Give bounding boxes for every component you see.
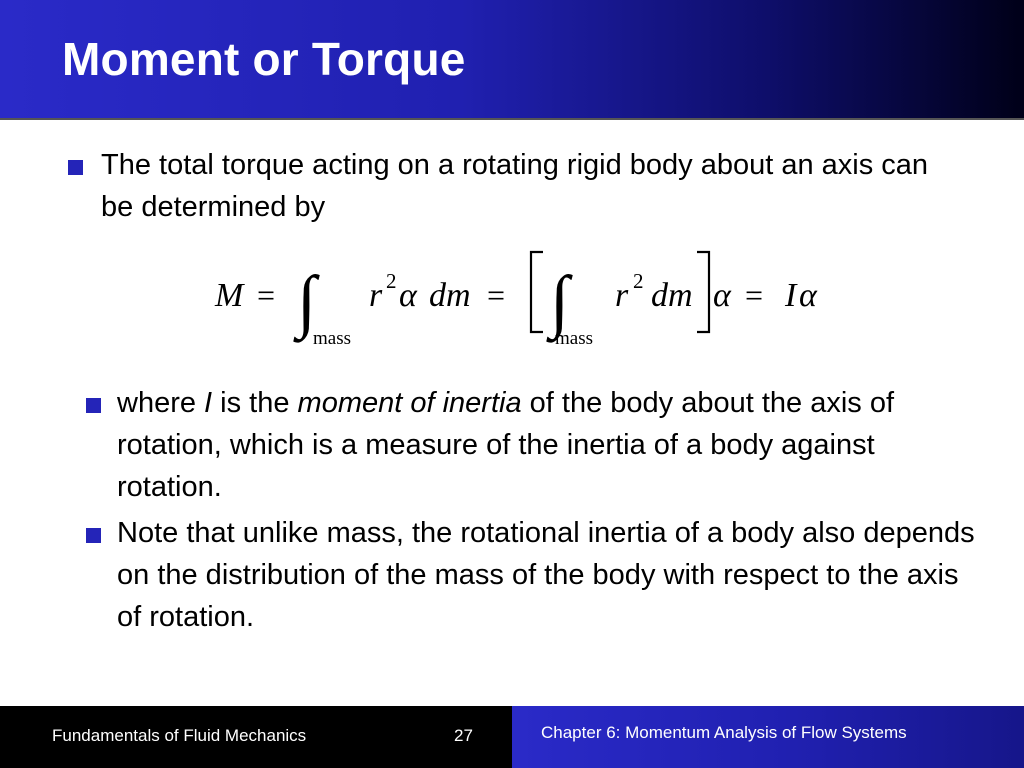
term-moment-of-inertia: moment of inertia	[297, 387, 522, 419]
eq-alpha-1: α	[399, 277, 417, 314]
slide-title: Moment or Torque	[62, 33, 466, 85]
torque-equation	[205, 240, 845, 356]
eq-r-1: r	[369, 277, 383, 314]
symbol-I: I	[204, 387, 213, 419]
footer-page-number: 27	[454, 726, 473, 745]
eq-r-2: r	[615, 277, 629, 314]
bullet-text	[117, 382, 986, 508]
eq-subscript-1: mass	[313, 328, 351, 349]
eq-alpha-3: α	[799, 277, 817, 314]
bullet-prefix: where	[117, 387, 205, 419]
eq-dm-2: dm	[651, 277, 693, 314]
eq-equals-3: =	[745, 277, 764, 313]
bullet-torque-intro	[68, 144, 968, 228]
bullet-suffix: of the body about the axis of rotation, which is a measure of the inertia of a body against rotation.	[117, 387, 895, 503]
footer-course-title: Fundamentals of Fluid Mechanics	[52, 726, 307, 745]
eq-bracket-left	[531, 252, 543, 332]
eq-integral-2: ∫	[550, 263, 570, 340]
bullet-middle: is the	[212, 387, 298, 419]
bullet-marker-icon	[86, 398, 101, 413]
bullet-rotational-inertia-note	[86, 512, 986, 638]
title-bar	[0, 0, 1024, 120]
bullet-marker-icon	[68, 160, 83, 175]
bullet-moment-of-inertia	[86, 382, 986, 508]
footer-chapter-title: Chapter 6: Momentum Analysis of Flow Systems	[541, 723, 907, 742]
eq-subscript-2: mass	[555, 328, 593, 349]
eq-exponent-1: 2	[386, 269, 397, 293]
eq-lhs-M: M	[215, 277, 244, 314]
eq-equals-2: =	[487, 277, 506, 313]
bullet-text: Note that unlike mass, the rotational inertia of a body also depends on the distribution of the mass of the body with respect to the axis of rotation.	[117, 517, 975, 633]
eq-I: I	[785, 277, 797, 314]
eq-alpha-2: α	[713, 277, 731, 314]
eq-dm-1: dm	[429, 277, 471, 314]
eq-equals-1: =	[257, 277, 276, 313]
eq-exponent-2: 2	[633, 269, 644, 293]
eq-integral-1: ∫	[297, 263, 317, 340]
bullet-text: The total torque acting on a rotating rigid body about an axis can be determined by	[101, 149, 929, 223]
bullet-marker-icon	[86, 528, 101, 543]
eq-bracket-right	[697, 252, 709, 332]
